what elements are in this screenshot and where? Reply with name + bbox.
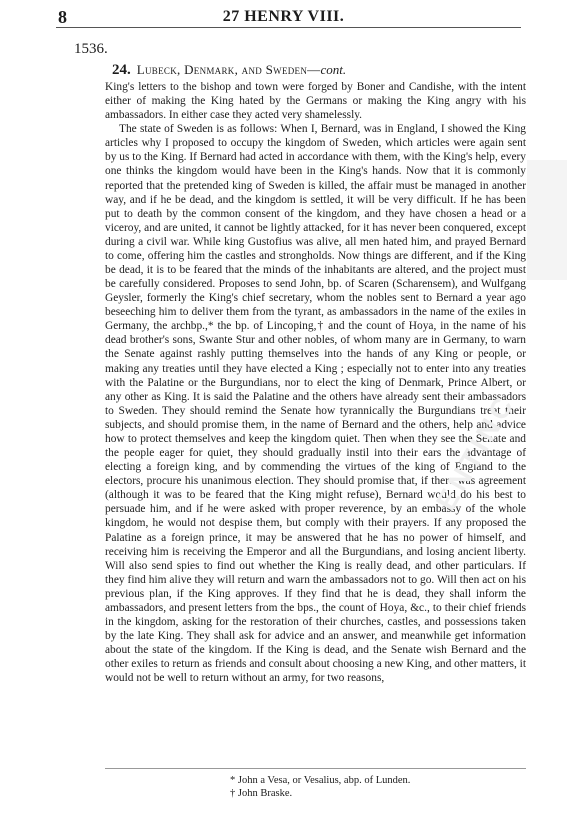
footnote: * John a Vesa, or Vesalius, abp. of Lunden. — [230, 775, 411, 786]
footnotes — [230, 774, 410, 800]
running-head: 27 HENRY VIII. — [222, 8, 345, 25]
paragraph: The state of Sweden is as follows: When I, Bernard, was in England, I showed the King articles why I proposed to occupy the kingdom of Sweden, which articles were again sent by us to the King. If Bernard had acted in accordance with them, with the King's help, every one thinks the kingdom would have been in the King's hands. Now that it is commonly reported that the pretended king of Sweden is killed, the affair must be managed in another way, and if he be dead, and the kingdom is settled, it will be very difficult. If he has been put to death by the common consent of the kingdom, and they have chosen a head or a viceroy, and are united, it cannot be lightly attacked, for it has never been conquered, except during a civil war. While king Gustofius was alive, all men hated him, and prayed Bernard to come, offering him the castles and strongholds. Now things are different, and if the King be dead, it is to be feared that the minds of the inhabitants are altered, and the project must be carefully considered. Proposes to send John, bp. of Scaren (Scharensem), and Wulfgang Geysler, formerly the King's chief secretary, whom the nobles sent to Bernard a year ago beseeching him to deliver them from the tyrant, as ambassadors in the name of the exiles in Germany, the archbp.,* the bp. of Lincoping,† and the count of Hoya, in the name of his dead brother's sons, Swante Stur and other nobles, of whom many are in Germany, to warn the Senate against rashly putting themselves into the hands of any King or people, or making any treaties until they have elected a King ; especially not to enter into any treaties with the Palatine or the Burgundians, nor to elect the king of Denmark, Prince Albert, or any other as King. It is said the Palatine and the others have already sent their ambassadors to Sweden. They should remind the Senate how tyrannically the Burgundians treat their subjects, and should promise them, in the name of Bernard and the others, help and advice how to protect themselves and keep the kingdom quiet. Then when they see the Senate and the people eager for quiet, they should gradually instil into their ears the advantage of electing a foreign king, and by commending the virtues of the king of England to the electors, procure his unanimous election. They should promise that, if there was agreement (although it was to be feared that the King might refuse), Bernard would do his best to persuade him, and if he were asked with proper reverence, by an embassy of the whole kingdom, he would not despise them, but comply with their prayers. If any proposed the Palatine as a foreign prince, it may be answered that he has no power of himself, and receiving him is receiving the Emperor and all the Burgundians, and losing ancient liberty. Will also send spies to find out whether the King is really dead, and other particulars. If they find him alive they will return and warn the ambassadors not to go. Will then act on his previous plan, if the King approves. If they find that he is dead, they shall inform the ambassadors, and present letters from the bps., the count of Hoya, &c., to their chief friends in the kingdom, asking for the restoration of their churches, castles, and possessions taken by the late King. They shall ask for advice and an answer, and meanwhile get information about the state of the kingdom. If the King is dead, and the Senate wish Bernard and the other exiles to return as friends and consult about choosing a new King, and other matters, it would not be well to return without an army, for two reasons, — [105, 123, 526, 685]
paragraph: King's letters to the bishop and town were forged by Boner and Candishe, with the intent either of making the King hated by the Germans or making the King angry with his ambassadors. In either case they acted very shamelessly. — [105, 81, 526, 122]
entry-heading — [112, 62, 346, 79]
entry-title-suffix: cont. — [320, 62, 347, 77]
year-marginal: 1536. — [74, 41, 108, 57]
footnote-rule — [105, 768, 526, 769]
entry-number: 24. — [112, 62, 131, 78]
header-rule — [56, 27, 521, 28]
archive-stamp — [527, 160, 567, 280]
entry-title: Lubeck, Denmark, and Sweden— — [136, 62, 321, 77]
watermark: ENTINC — [430, 388, 521, 516]
page-number: 8 — [58, 7, 67, 27]
footnote: † John Braske. — [230, 788, 293, 799]
body-text — [105, 80, 526, 685]
